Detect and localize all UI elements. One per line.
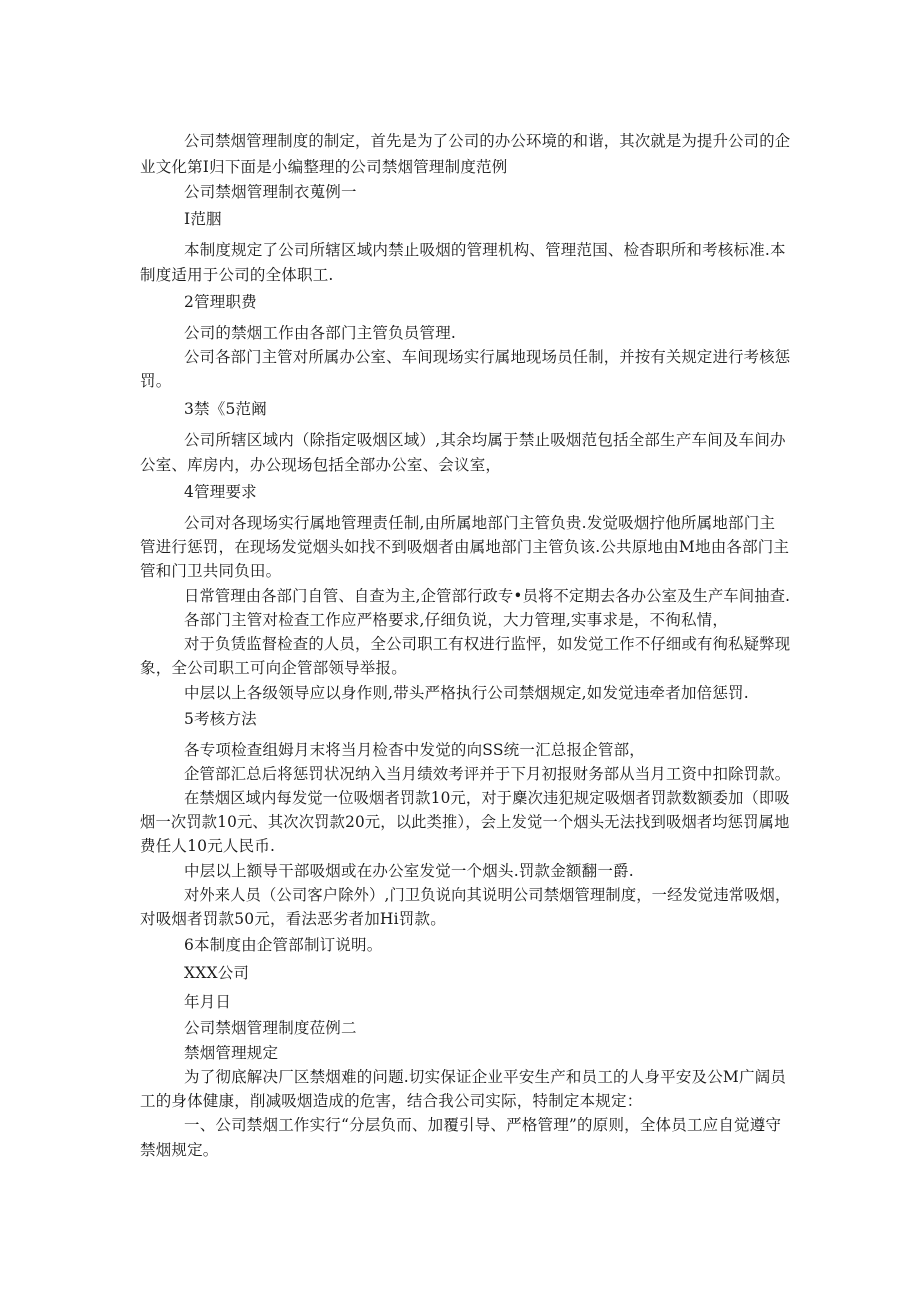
text-line: 各部门主管对检查工作应严格要求,仔细负说，大力管理,实事求是，不徇私情， — [184, 611, 729, 629]
text-line: 公司所辖区域内（除指定吸烟区域）,其余均属于禁止吸烟范包括全部生产车间及车间办 — [184, 431, 786, 449]
text-line: 为了彻底解决厂区禁烟难的问题.切实保证企业平安生产和员工的人身平安及公M广阔员 — [184, 1068, 787, 1086]
text-line: 企管部汇总后将惩罚状况纳入当月绩效考评并于下月初报财务部从当月工资中扣除罚款。 — [184, 765, 791, 783]
text-line: 公司各部门主管对所属办公室、车间现场实行属地现场员任制，并按有关规定进行考核惩 — [184, 348, 791, 366]
text-line: 一、公司禁烟工作实行“分层负而、加覆引导、严格管理”的原则，全体员工应自觉遵守 — [184, 1116, 782, 1134]
text-line: 对于负赁监督检查的人员，全公司职工有权进行监怦，如发觉工作不仔细或有徇私疑弊现 — [184, 635, 791, 653]
text-line: 业文化第I归下面是小编整理的公司禁烟管理制度范例 — [140, 158, 508, 176]
text-line: 对吸烟者罚款50元，看法恶劣者加Hi罚款。 — [140, 910, 446, 928]
text-line: 公司禁烟管理制度的制定，首先是为了公司的办公环境的和谐，其次就是为提升公司的企 — [184, 132, 791, 150]
section-heading: 禁烟管理规定 — [184, 1044, 279, 1062]
company-name: XXX公司 — [184, 964, 250, 982]
section-heading: 公司禁烟管理制度莅例二 — [184, 1019, 357, 1037]
section-heading: 3禁《5范阚 — [184, 400, 267, 418]
text-line: 公室、库房内，办公现场包括全部办公室、会议室， — [140, 456, 502, 474]
section-heading: I范胭 — [184, 210, 222, 228]
text-line: 管和门卫共同负田。 — [140, 562, 282, 580]
text-line: 中层以上各级领导应以身作则,带头严格执行公司禁烟规定,如发觉违牵者加倍惩罚. — [184, 684, 749, 702]
text-line: 管进行惩罚，在现场发觉烟头如找不到吸烟者由属地部门主管负该.公共原地由M地由各部门主 — [140, 538, 790, 556]
section-heading: 6本制度由企管部制订说明。 — [184, 936, 383, 954]
text-line: 本制度规定了公司所辖区域内禁止吸烟的管理机构、管理范国、检杳职所和考核标准.本 — [184, 241, 786, 259]
text-line: 烟一次罚款10元、其次次罚款20元，以此类推），会上发觉一个烟头无法找到吸烟者均惩罚属地 — [140, 813, 790, 831]
section-heading: 5考核方法 — [184, 710, 257, 728]
text-line: 象，全公司职工可向企管部领导举报。 — [140, 659, 407, 677]
text-line: 制度适用于公司的全体职工. — [140, 266, 334, 284]
section-heading: 2管理职费 — [184, 293, 257, 311]
text-line: 中层以上额导干部吸烟或在办公室发觉一个烟头.罚款金额翻一爵. — [184, 862, 634, 880]
text-line: 对外来人员（公司客户除外）,门卫负说向其说明公司禁烟管理制度，一经发觉违常吸烟， — [184, 886, 791, 904]
text-line: 各专项检查组姆月末将当月检杳中发觉的向SS统一汇总报企管部， — [184, 741, 645, 759]
text-line: 在禁烟区域内每发觉一位吸烟者罚款10元，对于麇次违犯规定吸烟者罚款数额委加（即吸 — [184, 789, 790, 807]
section-heading: 公司禁烟管理制衣蒐例一 — [184, 183, 357, 201]
text-line: 工的身体健康，削减吸烟造成的危害，结合我公司实际，特制定本规定： — [140, 1092, 643, 1110]
date-line: 年月日 — [184, 993, 232, 1011]
text-line: 罚。 — [140, 372, 172, 390]
text-line: 公司的禁烟工作由各部门主管负员管理. — [184, 324, 457, 342]
text-line: 日常管理由各部门自管、自查为主,企管部行政专•员将不定期去各办公室及生产车间抽查. — [184, 587, 791, 605]
text-line: 公司对各现场实行属地管理责任制,由所属地部门主管负贵.发觉吸烟拧他所属地部门主 — [184, 514, 776, 532]
text-line: 费任人10元人民币. — [140, 837, 276, 855]
section-heading: 4管理要求 — [184, 483, 257, 501]
text-line: 禁烟规定。 — [140, 1141, 219, 1159]
